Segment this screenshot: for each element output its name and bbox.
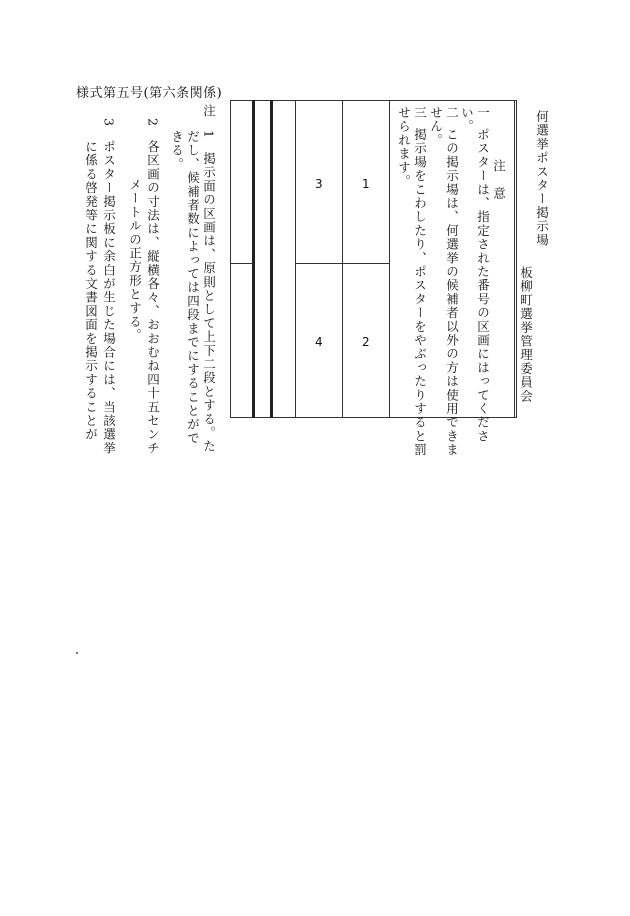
poster-board-frame (230, 100, 517, 418)
cell-divider-2 (342, 100, 343, 418)
cell-divider-3 (389, 100, 390, 418)
notice-2-line-1: この掲示場は、何選挙の候補者以外の方は使用できま (444, 128, 460, 457)
note-2-line-1: 各区画の寸法は、縦横各々、おおむね四十五センチ (145, 140, 161, 456)
form-title: 様式第五号(第六条関係) (76, 86, 223, 101)
notice-3-line-1: 掲示場をこわしたり、ポスターをやぶったりすると罰 (412, 128, 428, 457)
notice-1-number: 一 (475, 106, 491, 120)
cell-divider-1 (295, 100, 296, 418)
notice-1-line-1: ポスターは、指定された番号の区画にはってくださ (475, 128, 491, 444)
board-committee: 板柳町選挙管理委員会 (518, 266, 534, 403)
cell-1-number: 1 (362, 177, 370, 191)
note-1-number: 1 (201, 130, 217, 140)
page-mark (76, 652, 78, 654)
note-2-number: 2 (145, 118, 161, 128)
heading-divider (514, 100, 515, 418)
board-heading: 何選挙ポスター掲示場 (534, 110, 550, 247)
mid-line-left (230, 263, 253, 264)
cell-4-number: 4 (315, 335, 323, 349)
note-1-line-2: だし、候補者数によっては四段までにすることがで (185, 130, 201, 446)
cell-2-number: 2 (362, 335, 370, 349)
notice-3-number: 三 (412, 106, 428, 120)
notice-2-line-2: せん。 (428, 106, 444, 148)
mid-line-cells (295, 263, 390, 264)
notice-1-line-2: い。 (459, 106, 475, 134)
note-3-number: 3 (101, 118, 117, 128)
note-2-line-2: メートルの正方形とする。 (127, 178, 143, 343)
notice-2-number: 二 (444, 106, 460, 120)
board-post-right (270, 100, 273, 418)
note-3-line-2: に係る啓発等に関する文書図面を掲示することが (83, 140, 99, 442)
note-1-line-3: きる。 (169, 130, 185, 172)
notes-label: 注 (201, 104, 217, 118)
notice-3-line-2: せられます。 (396, 106, 412, 189)
notice-title: 注 意 (491, 159, 507, 201)
note-1-line-1: 掲示面の区画は、原則として上下二段とする。た (201, 152, 217, 454)
note-3-line-1: ポスター掲示板に余白が生じた場合には、当該選挙 (101, 140, 117, 456)
board-post-left (252, 100, 255, 418)
cell-3-number: 3 (315, 177, 323, 191)
